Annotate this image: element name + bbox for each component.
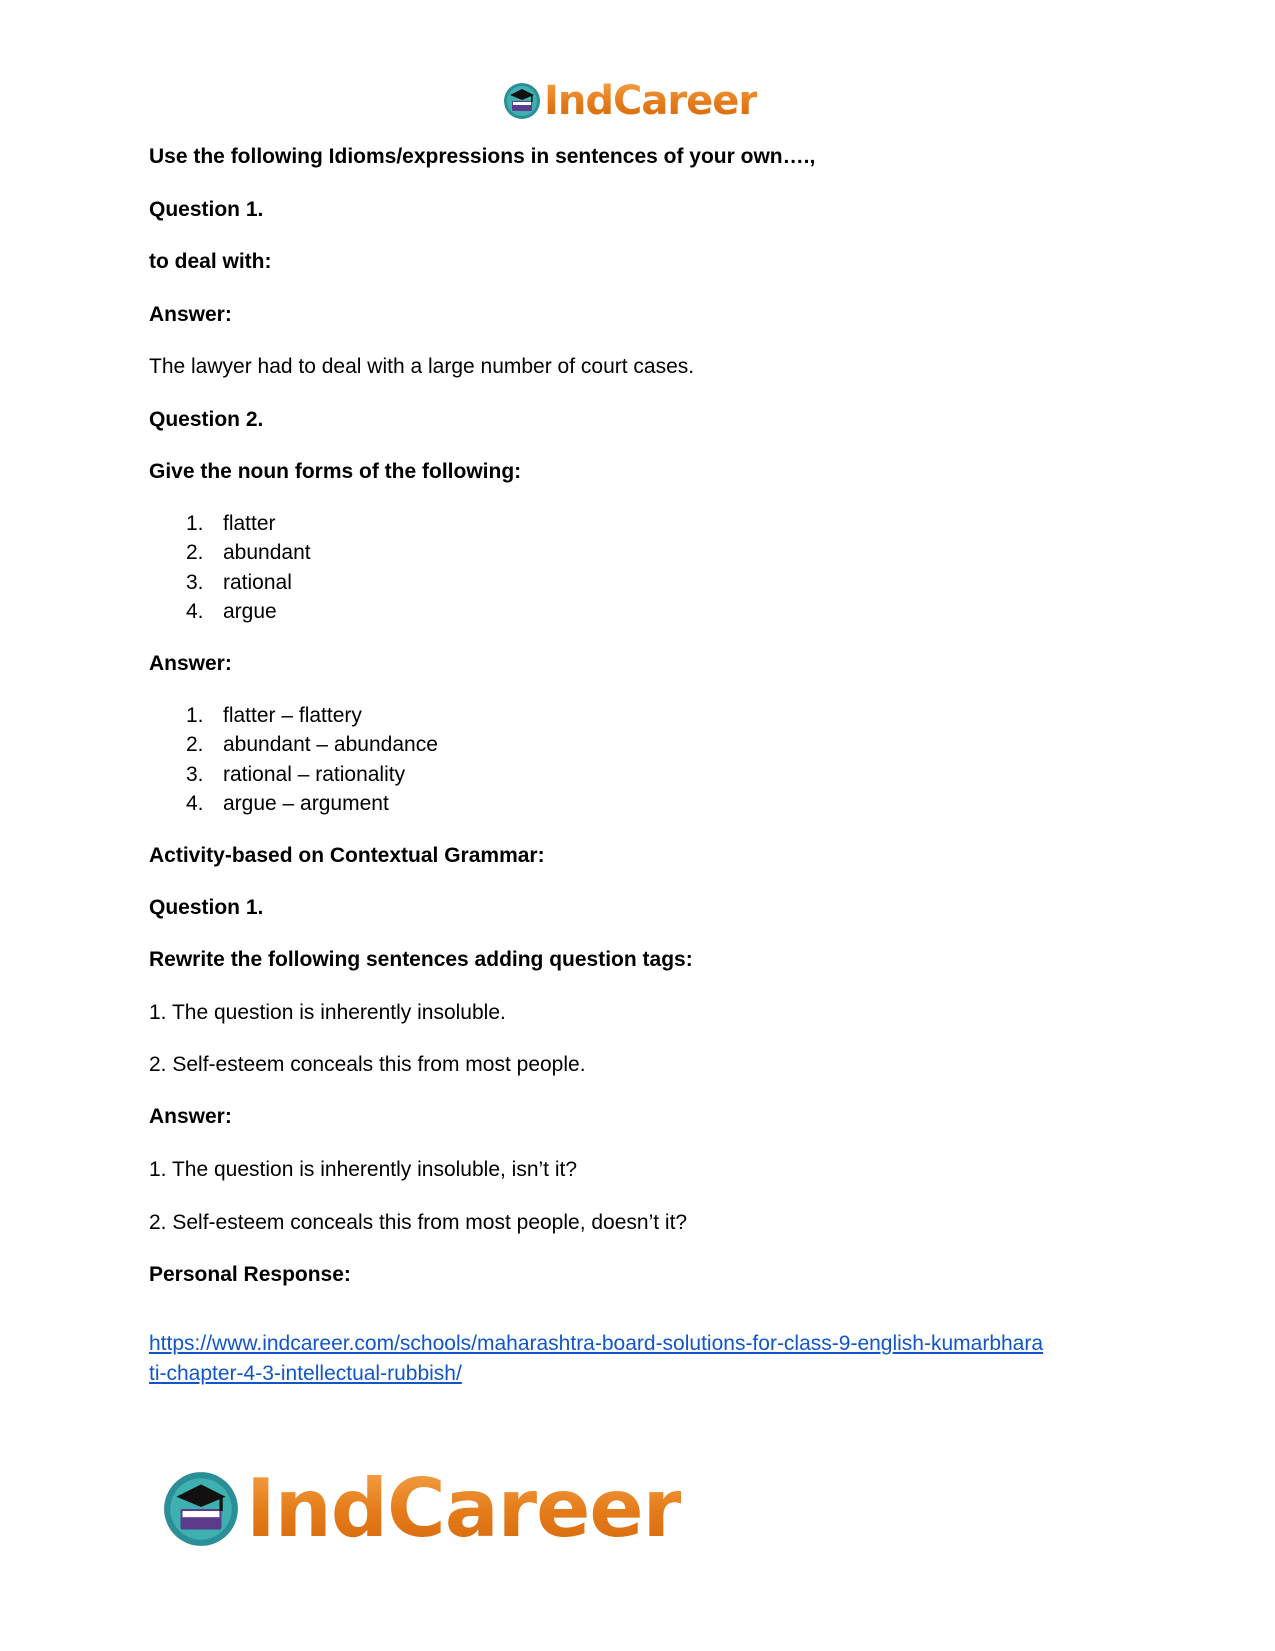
graduation-book-icon — [160, 1468, 242, 1550]
indcareer-logo-top — [502, 78, 757, 124]
list-number: 1. — [186, 704, 204, 727]
list-item-text: argue — [223, 600, 277, 623]
answer-label: Answer: — [149, 303, 232, 326]
question-label: Question 2. — [149, 408, 264, 431]
list-item-text: abundant — [223, 541, 311, 564]
source-link[interactable] — [149, 1329, 1043, 1389]
answer-text: The lawyer had to deal with a large number of court cases. — [149, 355, 695, 378]
answer-label: Answer: — [149, 1105, 232, 1128]
list-number: 2. — [186, 733, 204, 756]
graduation-book-icon — [502, 81, 542, 121]
list-number: 4. — [186, 792, 204, 815]
source-link-line[interactable]: ti-chapter-4-3-intellectual-rubbish/ — [149, 1362, 462, 1385]
list-number: 2. — [186, 541, 204, 564]
question-prompt: Rewrite the following sentences adding question tags: — [149, 948, 693, 971]
answer-label: Answer: — [149, 652, 232, 675]
answer-text: 2. Self-esteem conceals this from most people, doesn’t it? — [149, 1211, 688, 1234]
list-item — [186, 732, 438, 758]
list-item — [186, 791, 389, 817]
list-item — [186, 599, 277, 625]
source-link-line[interactable]: https://www.indcareer.com/schools/maharashtra-board-solutions-for-class-9-english-kumarbhara — [149, 1332, 1044, 1355]
question-prompt: to deal with: — [149, 250, 272, 273]
list-number: 1. — [186, 512, 204, 535]
list-item — [186, 762, 405, 788]
question-label: Question 1. — [149, 896, 264, 919]
exercise-heading: Use the following Idioms/expressions in sentences of your own…., — [149, 145, 816, 168]
list-item-text: abundant – abundance — [223, 733, 438, 756]
answer-text: 1. The question is inherently insoluble, isn’t it? — [149, 1158, 578, 1181]
list-number: 3. — [186, 571, 204, 594]
sentence-text: 2. Self-esteem conceals this from most people. — [149, 1053, 586, 1076]
list-item — [186, 703, 362, 729]
list-item-text: flatter — [223, 512, 276, 535]
list-item-text: rational — [223, 571, 292, 594]
sentence-text: 1. The question is inherently insoluble. — [149, 1001, 506, 1024]
list-item-text: rational – rationality — [223, 763, 406, 786]
list-item-text: flatter – flattery — [223, 704, 362, 727]
question-prompt: Give the noun forms of the following: — [149, 460, 522, 483]
indcareer-logo-bottom — [160, 1462, 681, 1555]
logo-text: IndCareer — [246, 1462, 682, 1555]
list-item-text: argue – argument — [223, 792, 389, 815]
list-item — [186, 540, 311, 566]
personal-response-heading: Personal Response: — [149, 1263, 351, 1286]
list-number: 4. — [186, 600, 204, 623]
section-heading: Activity-based on Contextual Grammar: — [149, 844, 545, 867]
question-label: Question 1. — [149, 198, 264, 221]
list-number: 3. — [186, 763, 204, 786]
logo-text: IndCareer — [544, 78, 758, 124]
list-item — [186, 570, 292, 596]
list-item — [186, 511, 276, 537]
